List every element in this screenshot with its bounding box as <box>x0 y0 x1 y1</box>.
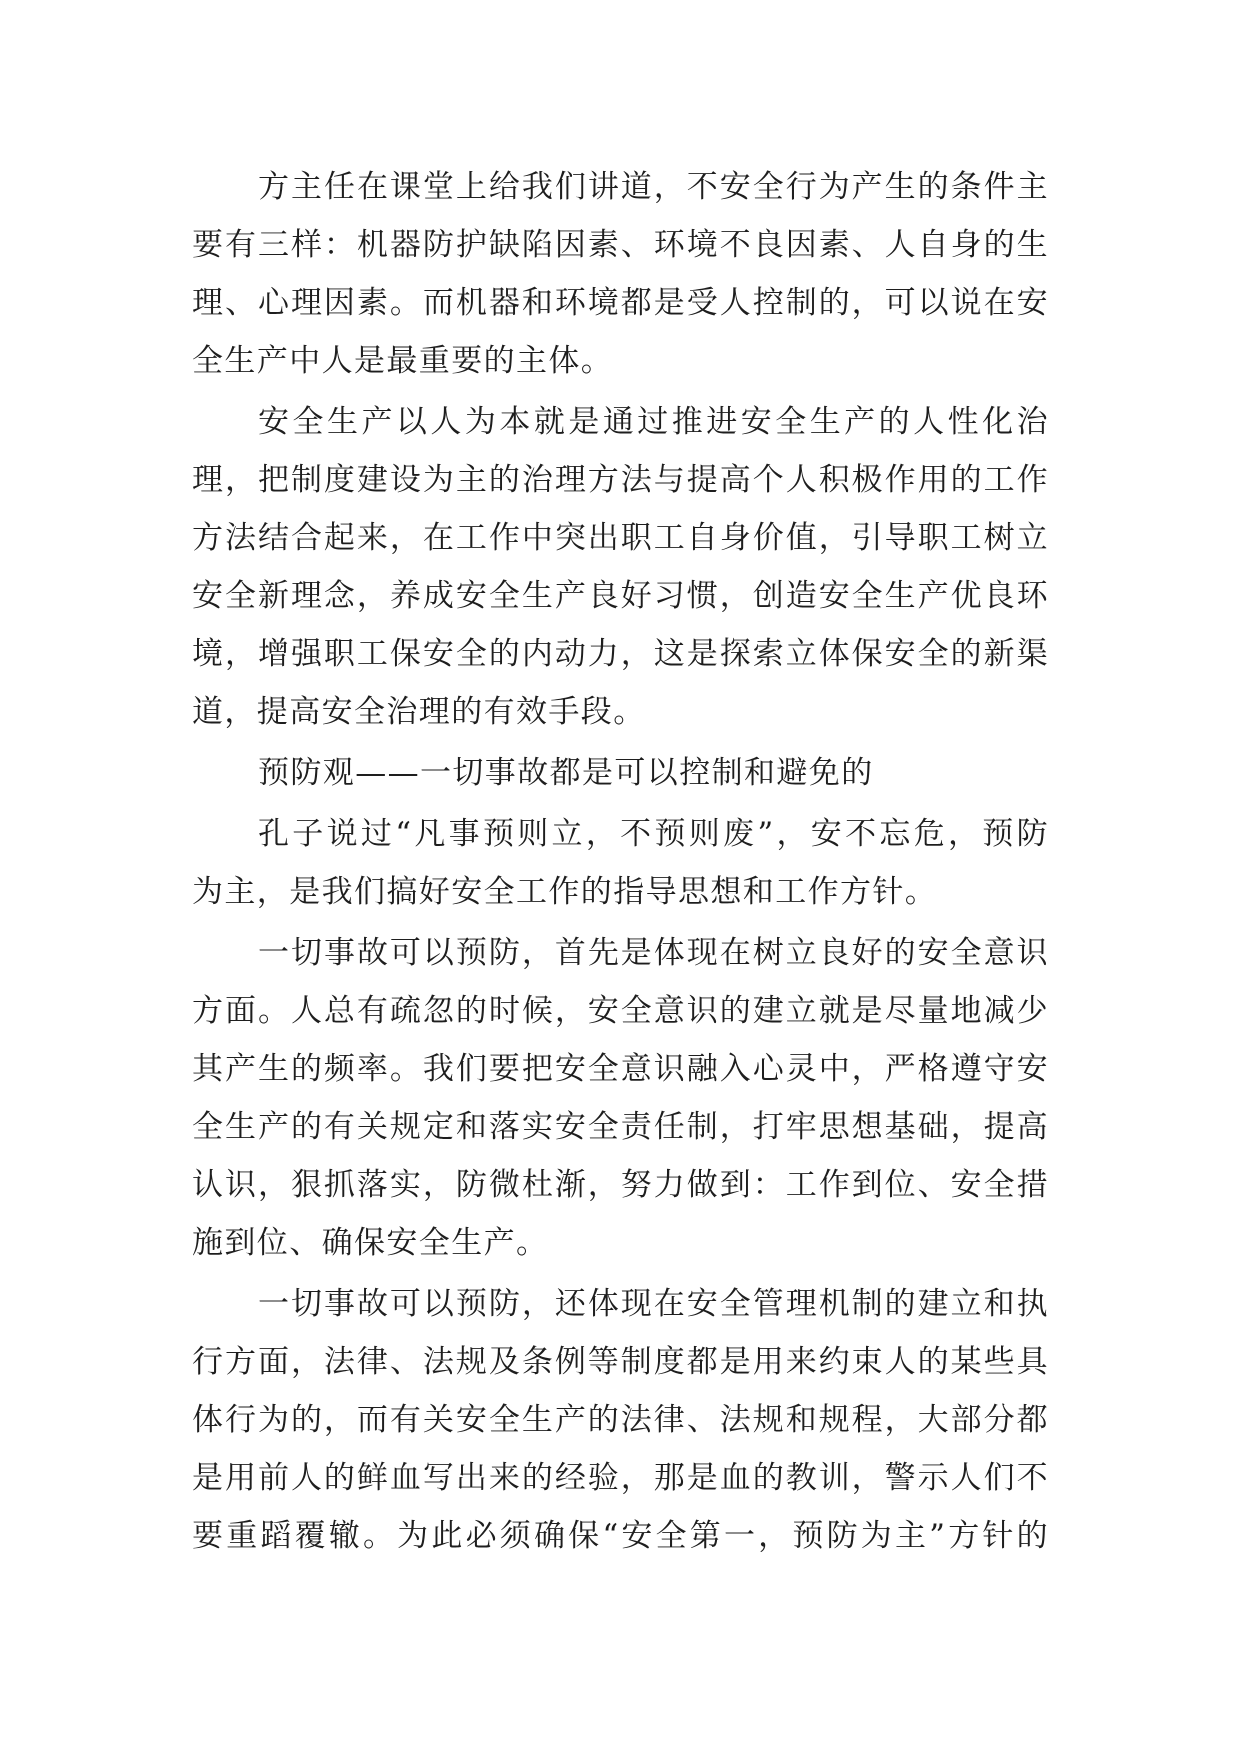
text-line: 认识，狠抓落实，防微杜渐，努力做到：工作到位、安全措 <box>192 1167 1049 1203</box>
text-line: 全生产中人是最重要的主体。 <box>192 343 614 379</box>
text-line: 孔子说过“凡事预则立，不预则废”，安不忘危，预防 <box>258 816 1049 852</box>
text-line: 是用前人的鲜血写出来的经验，那是血的教训，警示人们不 <box>192 1460 1049 1496</box>
text-line: 要重蹈覆辙。为此必须确保“安全第一，预防为主”方针的 <box>192 1518 1049 1554</box>
text-line: 全生产的有关规定和落实安全责任制，打牢思想基础，提高 <box>192 1109 1049 1145</box>
section-heading <box>192 744 1049 802</box>
text-line: 一切事故可以预防，首先是体现在树立良好的安全意识 <box>258 935 1049 971</box>
paragraph <box>192 393 1049 741</box>
text-line: 安全生产以人为本就是通过推进安全生产的人性化治 <box>258 404 1049 440</box>
document-body <box>192 158 1049 1565</box>
text-line: 要有三样：机器防护缺陷因素、环境不良因素、人自身的生 <box>192 227 1049 263</box>
text-line: 为主，是我们搞好安全工作的指导思想和工作方针。 <box>192 874 938 910</box>
text-line: 一切事故可以预防，还体现在安全管理机制的建立和执 <box>258 1286 1049 1322</box>
text-line: 预防观——一切事故都是可以控制和避免的 <box>258 755 874 791</box>
text-line: 理，把制度建设为主的治理方法与提高个人积极作用的工作 <box>192 462 1049 498</box>
text-line: 安全新理念，养成安全生产良好习惯，创造安全生产优良环 <box>192 578 1049 614</box>
paragraph <box>192 1275 1049 1565</box>
paragraph <box>192 158 1049 390</box>
text-line: 理、心理因素。而机器和环境都是受人控制的，可以说在安 <box>192 285 1049 321</box>
text-line: 道，提高安全治理的有效手段。 <box>192 694 646 730</box>
text-line: 其产生的频率。我们要把安全意识融入心灵中，严格遵守安 <box>192 1051 1049 1087</box>
paragraph <box>192 924 1049 1272</box>
text-line: 方主任在课堂上给我们讲道，不安全行为产生的条件主 <box>258 169 1049 205</box>
paragraph <box>192 805 1049 921</box>
text-line: 行方面，法律、法规及条例等制度都是用来约束人的某些具 <box>192 1344 1049 1380</box>
text-line: 境，增强职工保安全的内动力，这是探索立体保安全的新渠 <box>192 636 1049 672</box>
text-line: 体行为的，而有关安全生产的法律、法规和规程，大部分都 <box>192 1402 1049 1438</box>
text-line: 施到位、确保安全生产。 <box>192 1225 549 1261</box>
text-line: 方面。人总有疏忽的时候，安全意识的建立就是尽量地减少 <box>192 993 1049 1029</box>
text-line: 方法结合起来，在工作中突出职工自身价值，引导职工树立 <box>192 520 1049 556</box>
